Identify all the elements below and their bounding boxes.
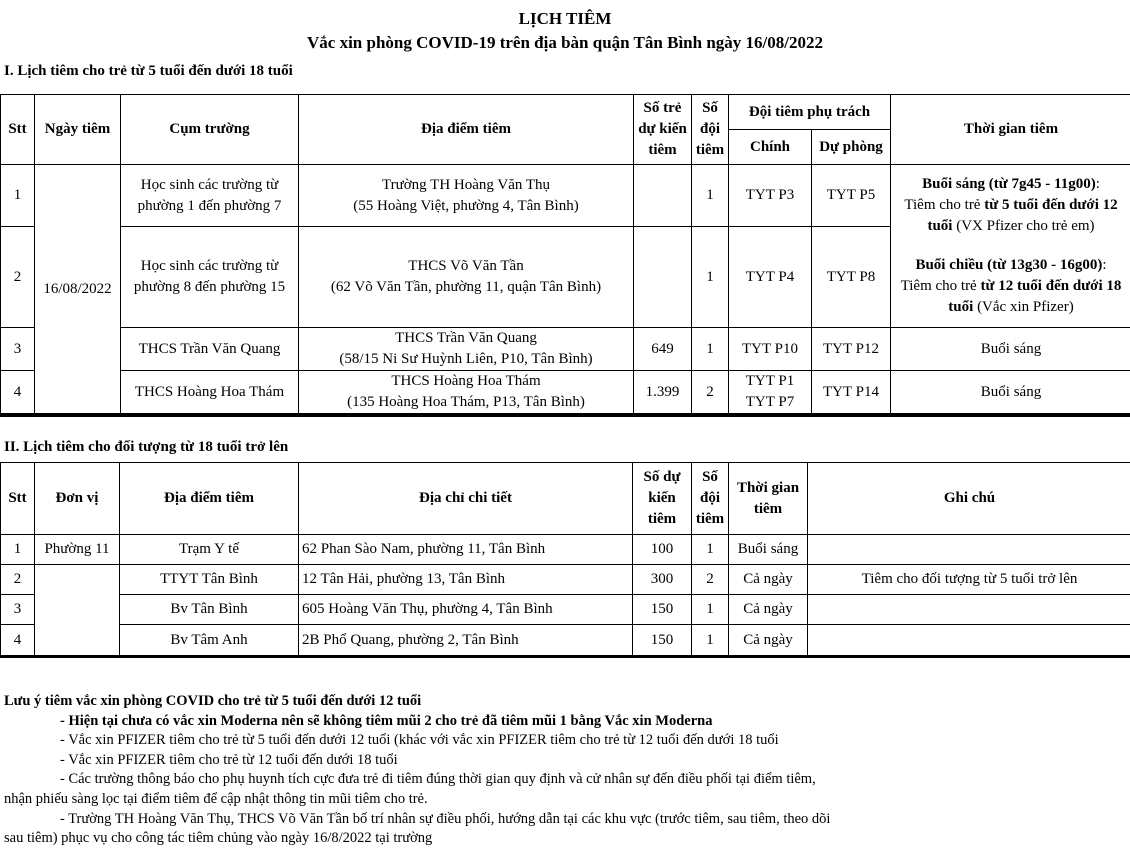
page-title: LỊCH TIÊM [518, 9, 612, 28]
header-location: Địa điểm tiêm [299, 95, 633, 164]
header-note: Ghi chú [808, 463, 1130, 534]
location-name: THCS Võ Văn Tần [408, 258, 524, 274]
row-cluster: THCS Hoàng Hoa Thám [121, 371, 298, 413]
row-location: Trạm Y tế [120, 535, 298, 564]
row-note-empty [808, 535, 1130, 564]
header-expected-line: Số trẻ [643, 100, 682, 116]
note-staff-line2: sau tiêm) phục vụ cho công tác tiêm chủng vào ngày 16/8/2022 tại trường [4, 830, 433, 847]
header-expected-line: dự kiến [638, 121, 687, 137]
row-location: TTYT Tân Bình [120, 565, 298, 594]
main-team-a: TYT P1 [745, 373, 795, 389]
row-address: 2B Phổ Quang, phường 2, Tân Bình [299, 625, 632, 655]
section1-heading: I. Lịch tiêm cho trẻ từ 5 tuổi đến dưới 18 tuổi [4, 63, 293, 79]
row-teams: 2 [692, 371, 728, 413]
row-teams: 1 [692, 328, 728, 370]
unit-cell: Phường 11 [35, 535, 119, 564]
row-location: Bv Tâm Anh [120, 625, 298, 655]
row-location [299, 227, 633, 327]
row-expected [634, 165, 691, 226]
row-time: Buổi sáng [891, 328, 1130, 370]
row-teams: 1 [692, 535, 728, 564]
header-teams [692, 95, 728, 164]
row-stt: 3 [1, 328, 34, 370]
location-address: (62 Võ Văn Tần, phường 11, quận Tân Bình) [330, 279, 602, 295]
schedule-times [891, 165, 1130, 327]
morning-colon: : [1095, 176, 1100, 192]
row-stt: 2 [1, 565, 34, 594]
header-unit: Đơn vị [35, 463, 119, 534]
row-address: 62 Phan Sào Nam, phường 11, Tân Bình [299, 535, 632, 564]
row-address: 12 Tân Hải, phường 13, Tân Bình [299, 565, 632, 594]
row-main-team: TYT P3 [729, 165, 811, 226]
row-stt: 3 [1, 595, 34, 624]
vaccination-date: 16/08/2022 [35, 165, 120, 413]
location-name: THCS Trần Văn Quang [395, 330, 537, 346]
row-backup-team: TYT P12 [812, 328, 890, 370]
row-location [299, 165, 633, 226]
adult-schedule-table [0, 462, 1130, 658]
header-address: Địa chỉ chi tiết [299, 463, 632, 534]
location-address: (55 Hoàng Việt, phường 4, Tân Bình) [353, 197, 579, 214]
row-expected: 150 [633, 595, 691, 624]
afternoon-vaccine: (Vắc xin Pfizer) [973, 299, 1074, 315]
morning-vaccine: (VX Pfizer cho trẻ em) [952, 218, 1095, 234]
row-note-empty [808, 625, 1130, 655]
header-expected-line: tiêm [647, 511, 677, 527]
row-stt: 1 [1, 535, 34, 564]
row-teams: 1 [692, 227, 728, 327]
row-backup-team: TYT P5 [812, 165, 890, 226]
header-time [729, 463, 807, 534]
note-schools-line2: nhận phiếu sàng lọc tại điểm tiêm để cập nhật thông tin mũi tiêm cho trẻ. [4, 790, 428, 807]
header-stt: Stt [1, 463, 34, 534]
header-time-line: tiêm [753, 500, 783, 517]
row-location: Bv Tân Bình [120, 595, 298, 624]
unit-cell-empty [35, 565, 119, 655]
header-main: Chính [729, 130, 811, 164]
header-backup: Dự phòng [812, 130, 890, 164]
header-expected-line: kiến [648, 490, 676, 506]
location-address: (135 Hoàng Hoa Thám, P13, Tân Bình) [347, 394, 585, 410]
row-expected: 300 [633, 565, 691, 594]
morning-schedule [894, 174, 1128, 237]
row-address: 605 Hoàng Văn Thụ, phường 4, Tân Bình [299, 595, 632, 624]
afternoon-schedule [894, 255, 1128, 318]
morning-age: từ 5 tuổi đến dưới 12 tuổi [927, 197, 1118, 234]
row-stt: 2 [1, 227, 34, 327]
row-expected: 649 [634, 328, 691, 370]
page-subtitle: Vắc xin phòng COVID-19 trên địa bàn quận Tân Bình ngày 16/08/2022 [307, 33, 823, 52]
header-date: Ngày tiêm [35, 95, 120, 164]
row-cluster: Học sinh các trường từ phường 1 đến phường 7 [121, 165, 298, 226]
header-teams-line: đội [699, 121, 720, 137]
row-stt: 4 [1, 371, 34, 413]
row-time: Buổi sáng [729, 535, 807, 564]
header-teams-line: tiêm [695, 142, 725, 158]
note-pfizer-teens: - Vắc xin PFIZER tiêm cho trẻ từ 12 tuổi đến dưới 18 tuổi [60, 751, 398, 768]
header-teams-line: tiêm [695, 511, 725, 527]
row-expected: 100 [633, 535, 691, 564]
header-teams [692, 463, 728, 534]
notes-section [4, 692, 1124, 849]
row-stt: 1 [1, 165, 34, 226]
row-teams: 1 [692, 595, 728, 624]
row-time: Cả ngày [729, 625, 807, 655]
row-time: Buổi sáng [891, 371, 1130, 413]
location-name: Trường TH Hoàng Văn Thụ [381, 176, 551, 193]
row-location [299, 328, 633, 370]
note-staff-line1: - Trường TH Hoàng Văn Thụ, THCS Võ Văn Tần bố trí nhân sự điều phối, hướng dẫn tại các khu vực (trước tiêm, sau tiêm, theo dõi [60, 810, 831, 827]
note-moderna: - Hiện tại chưa có vắc xin Moderna nên sẽ không tiêm mũi 2 cho trẻ đã tiêm mũi 1 bằng Vắc xin Moderna [60, 712, 713, 729]
row-main-team: TYT P4 [729, 227, 811, 327]
row-location [299, 371, 633, 413]
row-time: Cả ngày [729, 565, 807, 594]
notes-title: Lưu ý tiêm vắc xin phòng COVID cho trẻ từ 5 tuổi đến dưới 12 tuổi [4, 693, 422, 709]
note-pfizer-children: - Vắc xin PFIZER tiêm cho trẻ từ 5 tuổi đến dưới 12 tuổi (khác với vắc xin PFIZER tiêm cho trẻ từ 12 tuổi đến dưới 18 tuổi [60, 732, 779, 749]
row-teams: 1 [692, 625, 728, 655]
row-expected: 1.399 [634, 371, 691, 413]
header-expected [633, 463, 691, 534]
morning-label: Buổi sáng (từ 7g45 - 11g00) [922, 176, 1096, 192]
header-time-line: Thời gian [736, 479, 800, 496]
row-main-team [729, 371, 811, 413]
location-name: THCS Hoàng Hoa Thám [391, 373, 541, 389]
header-location: Địa điểm tiêm [120, 463, 298, 534]
row-cluster: THCS Trần Văn Quang [121, 328, 298, 370]
afternoon-colon: : [1102, 257, 1107, 273]
row-main-team: TYT P10 [729, 328, 811, 370]
afternoon-label: Buổi chiều (từ 13g30 - 16g00) [915, 257, 1103, 273]
row-stt: 4 [1, 625, 34, 655]
section2-heading: II. Lịch tiêm cho đối tượng từ 18 tuổi trở lên [4, 439, 289, 455]
header-teams-line: Số [702, 469, 718, 485]
header-teams-line: Số [702, 100, 718, 116]
location-address: (58/15 Ni Sư Huỳnh Liên, P10, Tân Bình) [339, 351, 593, 367]
row-backup-team: TYT P8 [812, 227, 890, 327]
header-expected-line: Số dự [643, 469, 681, 485]
header-cluster: Cụm trường [121, 95, 298, 164]
header-teams-line: đội [699, 490, 720, 506]
afternoon-age: từ 12 tuổi đến dưới 18 tuổi [948, 278, 1122, 315]
row-expected [634, 227, 691, 327]
row-teams: 1 [692, 165, 728, 226]
morning-text: Tiêm cho trẻ [904, 197, 985, 213]
row-note-empty [808, 595, 1130, 624]
main-team-b: TYT P7 [745, 394, 795, 410]
row-teams: 2 [692, 565, 728, 594]
row-backup-team: TYT P14 [812, 371, 890, 413]
row-expected: 150 [633, 625, 691, 655]
header-time: Thời gian tiêm [891, 95, 1130, 164]
header-expected-line: tiêm [648, 142, 677, 158]
row-note: Tiêm cho đối tượng từ 5 tuổi trở lên [808, 565, 1130, 594]
header-stt: Stt [1, 95, 34, 164]
header-expected [634, 95, 691, 164]
header-team-group: Đội tiêm phụ trách [729, 95, 890, 129]
row-time: Cả ngày [729, 595, 807, 624]
row-cluster: Học sinh các trường từ phường 8 đến phường 15 [121, 227, 298, 327]
children-schedule-table [0, 94, 1130, 417]
note-schools-line1: - Các trường thông báo cho phụ huynh tích cực đưa trẻ đi tiêm đúng thời gian quy định và cử nhân sự đến điều phối tại điểm tiêm, [60, 771, 816, 788]
afternoon-text: Tiêm cho trẻ [900, 278, 981, 294]
